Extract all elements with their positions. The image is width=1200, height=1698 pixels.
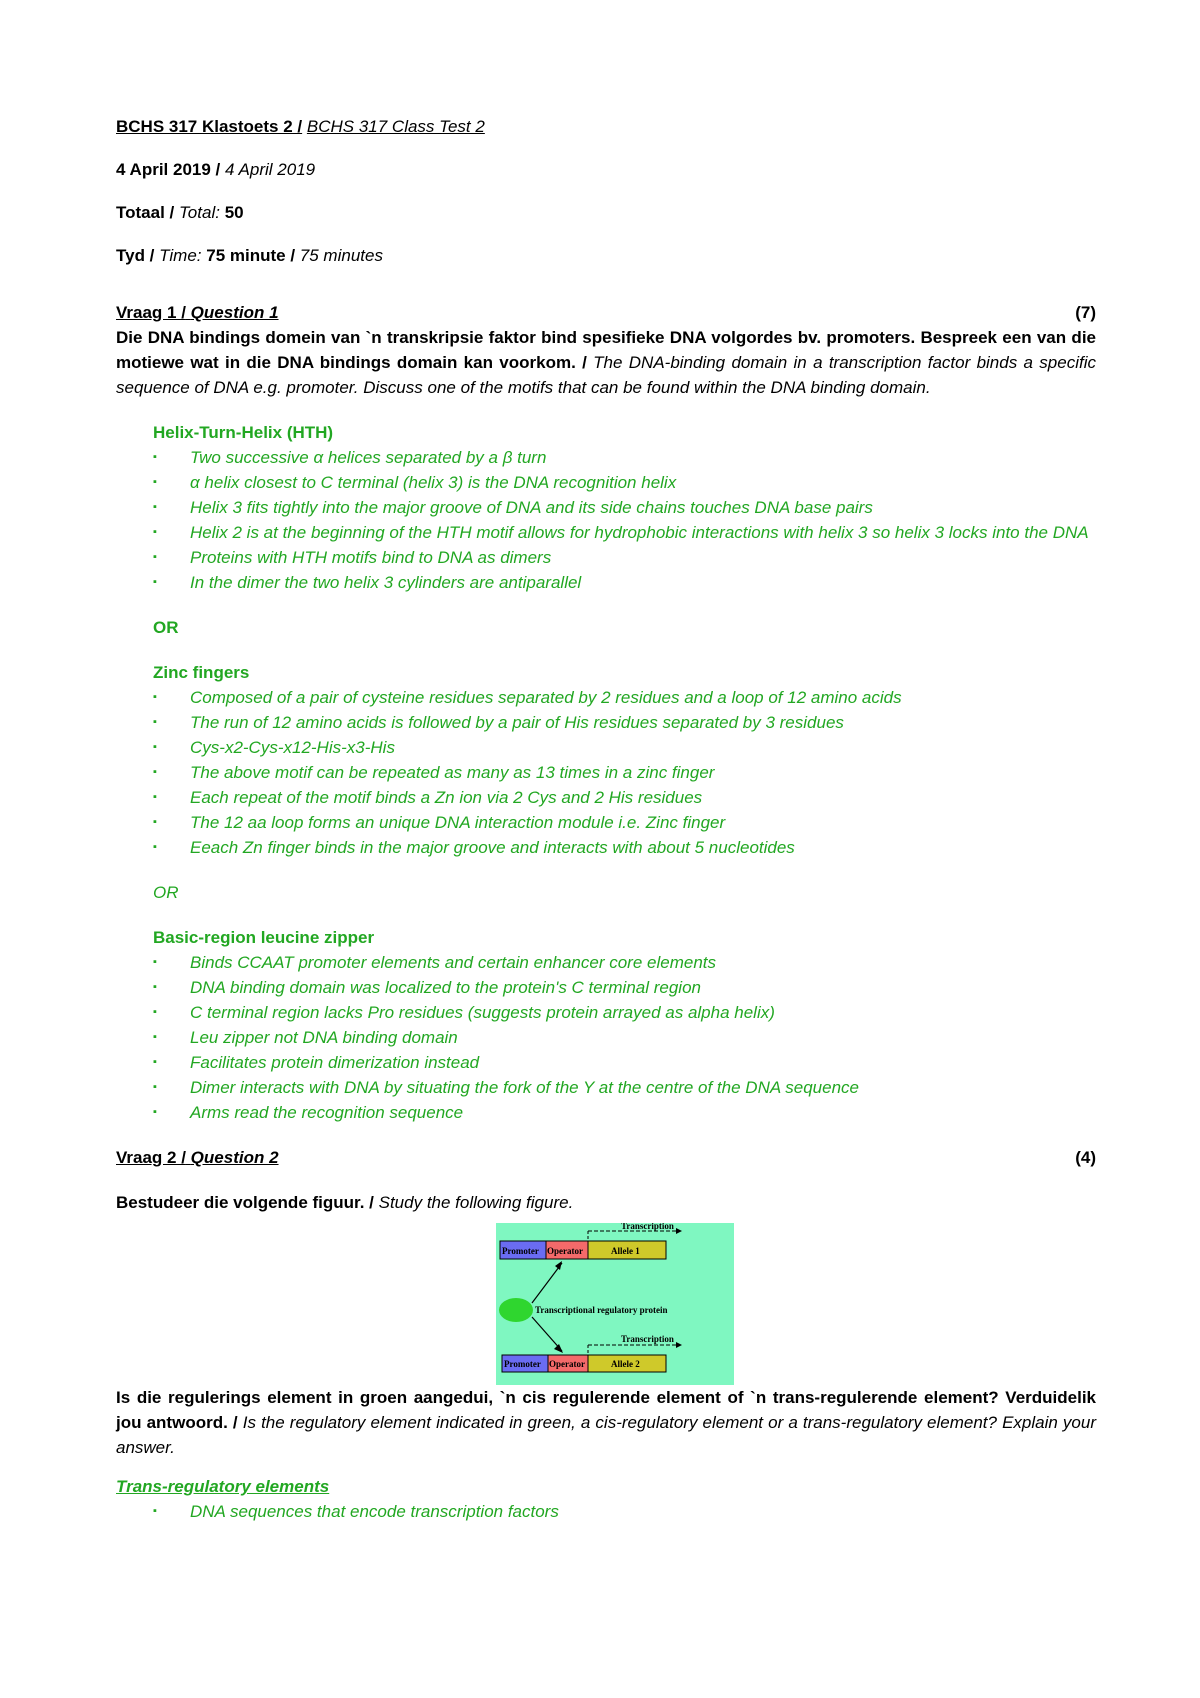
list-item: ▪ Arms read the recognition sequence bbox=[153, 1100, 1096, 1125]
list-item: ▪ C terminal region lacks Pro residues (suggests protein arrayed as alpha helix) bbox=[153, 1000, 1096, 1025]
total-english: Total: bbox=[178, 203, 220, 222]
total-afrikaans: Totaal / bbox=[116, 203, 175, 222]
list-item: ▪ Composed of a pair of cysteine residues separated by 2 residues and a loop of 12 amino acids bbox=[153, 685, 1096, 710]
question-1-label-af: Vraag 1 / bbox=[116, 303, 186, 322]
regulation-diagram bbox=[496, 1223, 734, 1385]
date-english: 4 April 2019 bbox=[225, 160, 316, 179]
test-date bbox=[116, 157, 1096, 182]
time-value-afrikaans: 75 minute / bbox=[206, 246, 296, 265]
title-english: BCHS 317 Class Test 2 bbox=[306, 117, 485, 136]
test-time bbox=[116, 243, 1096, 268]
study-figure-instruction bbox=[116, 1190, 1096, 1215]
list-item: ▪ Cys-x2-Cys-x12-His-x3-His bbox=[153, 735, 1096, 760]
question-2-label-af: Vraag 2 / bbox=[116, 1148, 186, 1167]
list-item: ▪ Helix 3 fits tightly into the major groove of DNA and its side chains touches DNA base pairs bbox=[153, 495, 1096, 520]
operator-label-2: Operator bbox=[549, 1359, 585, 1369]
zinc-fingers-title: Zinc fingers bbox=[153, 663, 250, 682]
operator-label-1: Operator bbox=[547, 1246, 583, 1256]
question-1-text-af: Die DNA bindings domein van `n transkripsie faktor bind spesifieke DNA volgordes bv. promoters. Bespreek een van die motiewe wat in die DNA bindings domain kan voorkom. / bbox=[116, 328, 1096, 372]
promoter-label-1: Promoter bbox=[502, 1246, 539, 1256]
list-item: ▪ Binds CCAAT promoter elements and certain enhancer core elements bbox=[153, 950, 1096, 975]
transcription-label-2: Transcription bbox=[621, 1334, 674, 1344]
question-1-marks: (7) bbox=[1075, 303, 1096, 322]
question-2-label-en: Question 2 bbox=[190, 1148, 279, 1167]
question-2-text-en: Is the regulatory element indicated in green, a cis-regulatory element or a trans-regulatory element? Explain your answer. bbox=[116, 1413, 1096, 1457]
question-1-text-en: The DNA-binding domain in a transcription factor binds a specific sequence of DNA e.g. promoter. Discuss one of the motifs that can be found within the DNA binding domain. bbox=[116, 353, 1096, 397]
question-2-text bbox=[116, 1385, 1096, 1460]
list-item: ▪ The above motif can be repeated as many as 13 times in a zinc finger bbox=[153, 760, 1096, 785]
allele-label-2: Allele 2 bbox=[611, 1359, 640, 1369]
test-title bbox=[116, 114, 1096, 139]
study-en: Study the following figure. bbox=[378, 1193, 574, 1212]
allele-label-1: Allele 1 bbox=[611, 1246, 640, 1256]
leucine-zipper-list bbox=[153, 950, 1096, 1125]
total-value: 50 bbox=[224, 203, 244, 222]
answer-leucine-zipper bbox=[153, 925, 1096, 1125]
answer-hth bbox=[153, 420, 1096, 640]
list-item: ▪ Helix 2 is at the beginning of the HTH motif allows for hydrophobic interactions with helix 3 so helix 3 locks into the DNA bbox=[153, 520, 1096, 545]
hth-list bbox=[153, 445, 1096, 595]
regulation-figure bbox=[496, 1223, 734, 1385]
zinc-fingers-list bbox=[153, 685, 1096, 860]
question-1-heading bbox=[116, 300, 1096, 325]
time-value-english: 75 minutes bbox=[299, 246, 383, 265]
transcription-label-1: Transcription bbox=[621, 1223, 674, 1231]
list-item: ▪ Two successive α helices separated by a β turn bbox=[153, 445, 1096, 470]
time-english: Time: bbox=[159, 246, 202, 265]
list-item: ▪ The 12 aa loop forms an unique DNA interaction module i.e. Zinc finger bbox=[153, 810, 1096, 835]
list-item: ▪ In the dimer the two helix 3 cylinders are antiparallel bbox=[153, 570, 1096, 595]
promoter-label-2: Promoter bbox=[504, 1359, 541, 1369]
regulatory-protein-oval bbox=[499, 1298, 533, 1322]
list-item: ▪ Each repeat of the motif binds a Zn ion via 2 Cys and 2 His residues bbox=[153, 785, 1096, 810]
or-separator-1: OR bbox=[153, 618, 179, 637]
leucine-zipper-title: Basic-region leucine zipper bbox=[153, 928, 375, 947]
question-1-text bbox=[116, 325, 1096, 400]
answer-zinc-fingers bbox=[153, 660, 1096, 905]
question-2-marks: (4) bbox=[1075, 1148, 1096, 1167]
date-afrikaans: 4 April 2019 / bbox=[116, 160, 221, 179]
question-1-label-en: Question 1 bbox=[190, 303, 279, 322]
list-item: ▪ The run of 12 amino acids is followed by a pair of His residues separated by 3 residues bbox=[153, 710, 1096, 735]
list-item: ▪ α helix closest to C terminal (helix 3) is the DNA recognition helix bbox=[153, 470, 1096, 495]
hth-title: Helix-Turn-Helix (HTH) bbox=[153, 423, 334, 442]
list-item: ▪ Eeach Zn finger binds in the major groove and interacts with about 5 nucleotides bbox=[153, 835, 1096, 860]
list-item: ▪ DNA binding domain was localized to the protein's C terminal region bbox=[153, 975, 1096, 1000]
time-afrikaans: Tyd / bbox=[116, 246, 155, 265]
trans-regulatory-list bbox=[153, 1499, 1096, 1524]
question-2-heading bbox=[116, 1145, 1096, 1170]
list-item: ▪ Proteins with HTH motifs bind to DNA as dimers bbox=[153, 545, 1096, 570]
test-total bbox=[116, 200, 1096, 225]
document-page bbox=[116, 114, 1096, 1524]
list-item: ▪ Facilitates protein dimerization instead bbox=[153, 1050, 1096, 1075]
title-afrikaans: BCHS 317 Klastoets 2 / bbox=[116, 117, 303, 136]
regulatory-protein-label: Transcriptional regulatory protein bbox=[535, 1305, 668, 1315]
question-2-text-af: Is die regulerings element in groen aangedui, `n cis regulerende element of `n trans-regulerende element? Verduidelik jou antwoord. / bbox=[116, 1388, 1096, 1432]
list-item: ▪ DNA sequences that encode transcription factors bbox=[153, 1499, 1096, 1524]
trans-regulatory-title: Trans-regulatory elements bbox=[116, 1477, 330, 1496]
list-item: ▪ Leu zipper not DNA binding domain bbox=[153, 1025, 1096, 1050]
or-separator-2: OR bbox=[153, 883, 179, 902]
list-item: ▪ Dimer interacts with DNA by situating the fork of the Y at the centre of the DNA sequence bbox=[153, 1075, 1096, 1100]
study-af: Bestudeer die volgende figuur. / bbox=[116, 1193, 374, 1212]
